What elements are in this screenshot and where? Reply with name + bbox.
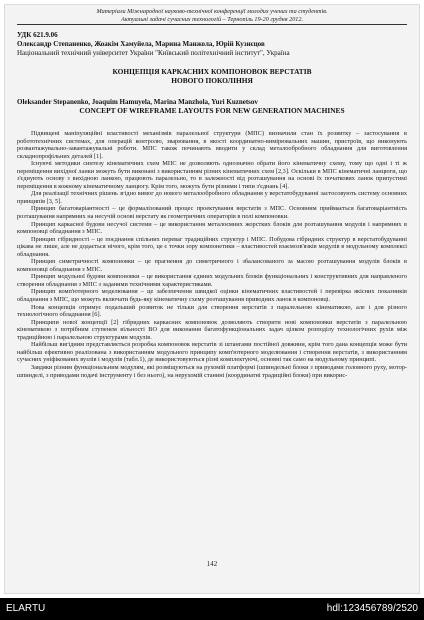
title-ua-line1: КОНЦЕПЦІЯ КАРКАСНИХ КОМПОНОВОК ВЕРСТАТІВ <box>112 67 312 76</box>
paragraph: Існуючі методики синтезу кінематичних схем МПС не дозволяють однозначно обрати його кінематичну схему, тому що одні і ті ж переміщення вихідної ланки можуть бути виконані з використанням різних кінематичних схем [2,3]. Оскільки в МПС кінематичні ланцюги, що з'єднують основу з вихідною ланкою, працюють паралельно, то в залежності від розташування на основі їх початкових ланок припустимі переміщення в кожному кінематичному ланцюгу. Крім того, можуть бути різними і типи з'єднань [4]. <box>17 160 407 190</box>
paragraph: Для реалізації технічних рішень згідно вимог до нового металообробного обладнання у верстатобудуванні застосовують систему основних принципів [3, 5]. <box>17 190 407 205</box>
paragraph: Принцип багатоваріантності – це формалізований процес проектування верстатів з МПС. Основним приймається багатоваріантність розташування напрямних на несучій основі верстату як геометричних операторів в полі компоновки. <box>17 205 407 221</box>
paragraph: Підвищені маніпуляційні властивості механізмів паралельної структури (МПС) визначили стан їх розвитку – застосування в робототехнічних системах, для операцій контролю, зварювання, в якості координатно-вимірювальних машин, пристроїв, що виконують розвантажувально-завантажувальні роботи. МПС також починають вводити у склад металообробного обладнання для виготовлення складнопрофільних деталей [1]. <box>17 130 407 160</box>
document-page <box>4 4 420 594</box>
paragraph: Нова концепція отримує подальший розвиток не тільки для створення верстатів з паралельною кінематикою, але і для різного технологічного обладнання [6]. <box>17 303 407 319</box>
repository-footer-bar <box>0 598 424 620</box>
paragraph: Принцип симетричності компоновки – це прагнення до симетричного і збалансованого за масою розташування модулів блоків в компоновці обладнання з МПС. <box>17 258 407 273</box>
paragraph: Принцип комп'ютерного моделювання – це забезпечення швидкої оцінки кінематичних властивостей і перевірка якісних показників обладнання з МПС, що можуть включати будь-яку кінематичну схему розташування приводних ланок в компоновці. <box>17 288 407 304</box>
affiliation: Національний технічний університет України "Київський політехнічний інститут", Україна <box>17 49 290 57</box>
paragraph: Найбільш вигідним представляється розробка компоновок верстатів зі штангами постійної довжини, крім того дана концепція може бути найбільш ефективно реалізована з використанням модульного принципу комп'ютерного моделювання і створення верстатів, з використанням сучасних уніфікованих вузлів і модулів (табл.1), де використовуються різні комплектуючі, основні так само на модульному принципі. <box>17 341 407 364</box>
handle-identifier: hdl:123456789/2520 <box>326 603 418 614</box>
authors-en: Oleksander Stepanenko, Joaquim Hamuyela, Marina Manzhola, Yuri Kuznetsov <box>17 98 258 106</box>
paragraph: Принцип модульної будови компоновки – це використання єдиних модульних блоків функціональних і конструктивних для направленого створення обладнання з МПС з заданими технічними характеристиками. <box>17 273 407 288</box>
authors-ua: Олександр Степаненко, Жоакім Хамуйела, Марина Манжола, Юрій Кузнєцов <box>17 40 265 48</box>
header-divider <box>17 24 407 25</box>
paragraph: Принципи нової концепції [2] гібридних каркасних компоновок дозволяють створити нові компоновки верстатів з паралельною кінематикою з потрібним ступенем вільності ВО для виконання багатофункціональних задач цілком розподілу технологічних рухів між традиційною і паралельною структурами модулів. <box>17 318 407 341</box>
title-ua-line2: НОВОГО ПОКОЛІННЯ <box>171 76 253 85</box>
page-number: 142 <box>206 560 218 568</box>
paragraph: Принцип каркасної будови несучої системи – це використання металоємних жорстких блоків для розташування модулів і напрямних в компоновці обладнання з МПС. <box>17 220 407 236</box>
paragraph: Завдяки різним функціональним модулям, які розміщуються на рухомій платформі (шпиндельні блоки з приводами головного руху, мотор-шпинделі, з приводами подачі інструменту і без нього), на нерухомій станині (координатні традиційні блоки) при викорис- <box>17 363 407 379</box>
paragraph: Принцип гібридності – це поєднання спільних переваг традиційних структур і МПС. Побудова гібридних структур в верстатобудуванні цікава не лише, але не додається нічого, крім того, це є точки зору компонетики – властивостей взаємозв'язків модулів в модульному комплексі обладнання. <box>17 235 407 258</box>
repository-name: ELARTU <box>6 603 46 614</box>
title-en: CONCEPT OF WIREFRAME LAYOUTS FOR NEW GENERATION MACHINES <box>79 106 345 115</box>
article-body <box>17 130 407 379</box>
running-header-line2: Актуальні задачі сучасних технологій – Тернопіль 19-20 грудня 2012. <box>120 16 304 23</box>
running-header-line1: Матеріали Міжнародної науково-технічної конференції молодих учених та студентів. <box>96 8 328 15</box>
udk-code: УДК 621.9.06 <box>17 31 58 39</box>
